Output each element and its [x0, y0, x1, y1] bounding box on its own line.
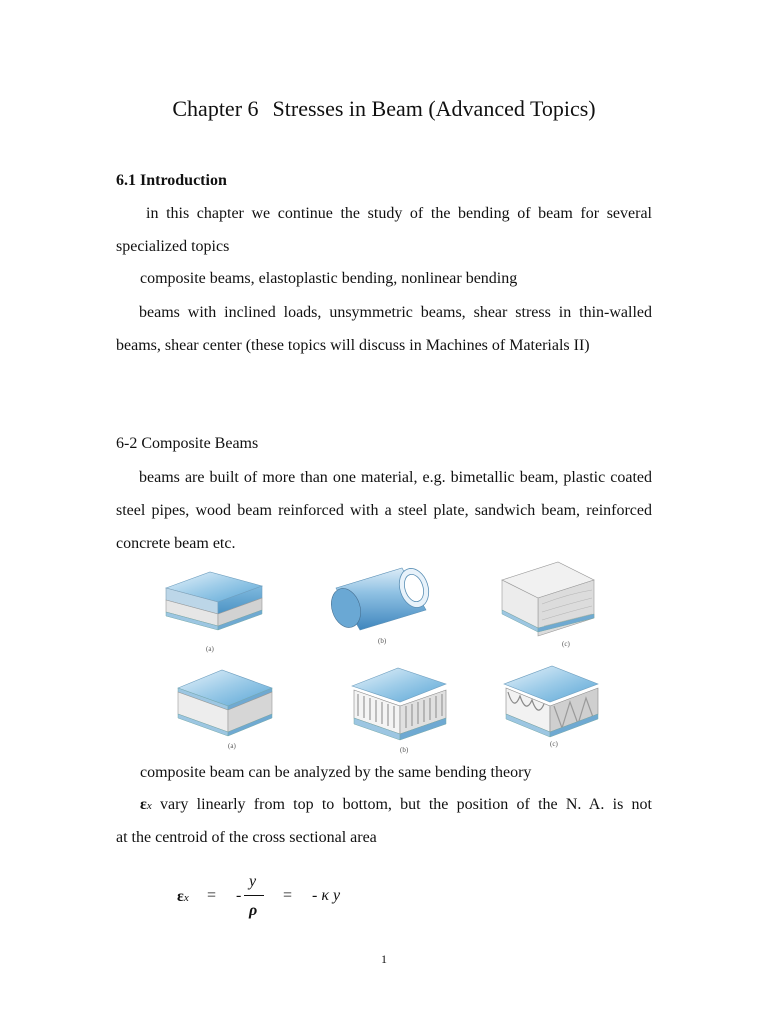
- equation-epsilon-subscript: x: [183, 892, 189, 904]
- strain-line-text: vary linearly from top to bottom, but the position of the N. A. is not: [151, 796, 652, 813]
- equation-denominator: ρ: [249, 902, 258, 919]
- figure-caption: (c): [550, 740, 558, 748]
- page-title: [0, 96, 768, 122]
- figure-caption: (b): [400, 746, 409, 754]
- section-heading-introduction: 6.1 Introduction: [116, 172, 227, 189]
- composite-beam-figure-b-top: [326, 566, 438, 638]
- composite-beams-paragraph: beams are built of more than one material, e.g. bimetallic beam, plastic coated steel pipes, wood beam reinforced with a steel plate, sandwich beam, reinforced concrete beam etc.: [116, 469, 652, 552]
- intro-paragraph: in this chapter we continue the study of the bending of beam for several specialized topics: [116, 205, 652, 255]
- intro-topics-paragraph: beams with inclined loads, unsymmetric beams, shear stress in thin-walled beams, shear center (these topics will discuss in Machines of Materials II): [116, 304, 652, 354]
- equation-minus: -: [236, 887, 242, 904]
- figure-caption: (a): [228, 742, 236, 750]
- centroid-line: at the centroid of the cross sectional area: [116, 829, 377, 846]
- equation-numerator: y: [249, 873, 257, 890]
- page-number: 1: [381, 952, 387, 966]
- fraction-bar: [244, 895, 264, 896]
- chapter-label: Chapter 6: [172, 96, 259, 121]
- sandwich-beam-figure-b: [348, 664, 450, 746]
- figure-caption: (c): [562, 640, 570, 648]
- section-heading-composite-beams: 6-2 Composite Beams: [116, 435, 259, 452]
- sandwich-beam-figure-a: [172, 666, 276, 742]
- same-bending-theory-line: composite beam can be analyzed by the same bending theory: [140, 764, 532, 781]
- intro-topics-line: composite beams, elastoplastic bending, nonlinear bending: [140, 270, 518, 287]
- equation-rhs: - κ y: [312, 887, 341, 904]
- equation-equals-2: =: [283, 887, 293, 904]
- chapter-title-text: Stresses in Beam (Advanced Topics): [272, 96, 596, 121]
- composite-beam-figure-c-top: [498, 560, 598, 640]
- strain-symbol: ε: [140, 796, 147, 813]
- sandwich-beam-figure-c: [500, 662, 602, 742]
- strain-subscript: x: [146, 800, 152, 812]
- equation-lhs: [177, 888, 189, 906]
- equation-equals-1: =: [207, 887, 217, 904]
- equation-epsilon: ε: [177, 888, 184, 905]
- figure-caption: (b): [378, 637, 387, 645]
- figure-caption: (a): [206, 645, 214, 653]
- composite-beam-figure-a-top: [160, 566, 266, 646]
- strain-linear-line: [140, 796, 652, 814]
